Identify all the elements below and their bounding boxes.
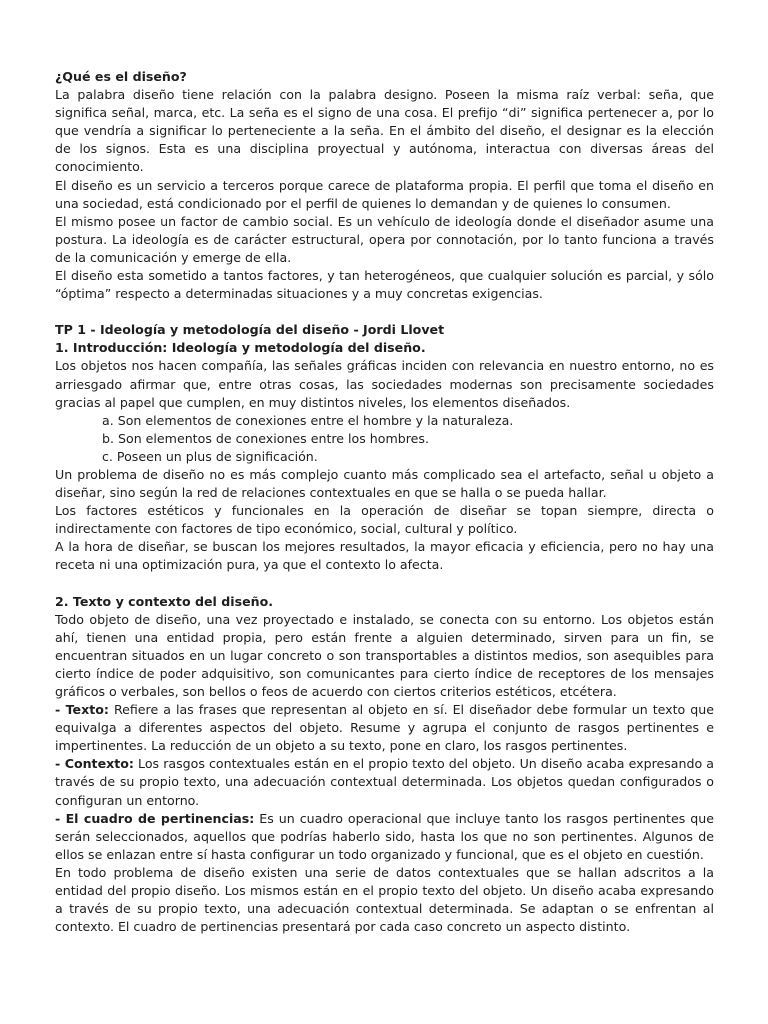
spacer	[55, 303, 714, 321]
paragraph: Los objetos nos hacen compañía, las señales gráficas inciden con relevancia en nuestro entorno, no es arriesgado afirmar que, entre otras cosas, las sociedades modernas son precisamente sociedades gracias al papel que cumplen, en muy distintos niveles, los elementos diseñados.	[55, 358, 714, 410]
list-item: c. Poseen un plus de significación.	[102, 448, 318, 464]
definition-body: Es un cuadro operacional que incluye tanto los rasgos pertinentes que serán seleccionados, aquellos que podrías haberlo sido, hasta los que no son pertinentes. Algunos de ellos se enlazan entre sí hasta configurar un todo organizado y funcional, que es el objeto en cuestión.	[55, 810, 714, 862]
definition-body: Los rasgos contextuales están en el propio texto del objeto. Un diseño acaba expresando a través de su propio texto, una adecuación contextual determinada. Los objetos quedan configurados o configuran un entorno.	[55, 756, 714, 808]
paragraph: El diseño esta sometido a tantos factores, y tan heterogéneos, que cualquier solución es parcial, y sólo “óptima” respecto a determinadas situaciones y a muy concretas exigencias.	[55, 268, 714, 302]
section-heading-introduccion: 1. Introducción: Ideología y metodología del diseño.	[55, 340, 426, 356]
definition-body: Refiere a las frases que representan al objeto en sí. El diseñador debe formular un texto que equivalga a diferentes aspectos del objeto. Resume y agrupa el conjunto de rasgos pertinentes e impertinentes. La reducción de un objeto a su texto, pone en claro, los rasgos pertinentes.	[55, 702, 715, 754]
term-cuadro-de-pertinencias: - El cuadro de pertinencias:	[55, 810, 255, 826]
tp1-title: TP 1 - Ideología y metodología del diseño - Jordi Llovet	[55, 322, 445, 338]
document-page	[55, 68, 714, 936]
paragraph: En todo problema de diseño existen una serie de datos contextuales que se hallan adscritos a la entidad del propio diseño. Los mismos están en el propio texto del objeto. Un diseño acaba expresando a través de su propio texto, una adecuación contextual determinada. Se adaptan o se enfrentan al contexto. El cuadro de pertinencias presentará por cada caso concreto un aspecto distinto.	[55, 864, 714, 935]
definition-cuadro-de-pertinencias	[55, 810, 714, 864]
section-heading-texto-y-contexto: 2. Texto y contexto del diseño.	[55, 593, 274, 609]
paragraph: El mismo posee un factor de cambio social. Es un vehículo de ideología donde el diseñador asume una postura. La ideología es de carácter estructural, opera por connotación, por lo tanto funciona a través de la comunicación y emerge de ella.	[55, 213, 714, 265]
section-heading-que-es-el-diseno: ¿Qué es el diseño?	[55, 69, 187, 84]
definition-texto	[55, 701, 714, 755]
paragraph: La palabra diseño tiene relación con la palabra designo. Poseen la misma raíz verbal: seña, que significa señal, marca, etc. La seña es el signo de una cosa. El prefijo “di” significa pertenecer a, por lo que vendría a significar lo perteneciente a la seña. En el ámbito del diseño, el designar es la elección de los signos. Esta es una disciplina proyectual y autónoma, interactua con diversas áreas del conocimiento.	[55, 87, 714, 175]
list-item: a. Son elementos de conexiones entre el hombre y la naturaleza.	[102, 412, 514, 428]
paragraph: El diseño es un servicio a terceros porque carece de plataforma propia. El perfil que toma el diseño en una sociedad, está condicionado por el perfil de quienes lo demandan y de quienes lo consumen.	[55, 177, 714, 211]
paragraph: A la hora de diseñar, se buscan los mejores resultados, la mayor eficacia y eficiencia, pero no hay una receta ni una optimización pura, ya que el contexto lo afecta.	[55, 539, 714, 573]
paragraph: Un problema de diseño no es más complejo cuanto más complicado sea el artefacto, señal u objeto a diseñar, sino según la red de relaciones contextuales en que se halla o se pueda hallar.	[55, 466, 714, 501]
term-texto: - Texto:	[55, 702, 109, 718]
definition-contexto	[55, 755, 714, 809]
term-contexto: - Contexto:	[55, 756, 134, 772]
list-item: b. Son elementos de conexiones entre los hombres.	[102, 430, 429, 446]
paragraph: Los factores estéticos y funcionales en la operación de diseñar se topan siempre, directa o indirectamente con factores de tipo económico, social, cultural y político.	[55, 503, 714, 537]
paragraph: Todo objeto de diseño, una vez proyectado e instalado, se conecta con su entorno. Los objetos están ahí, tienen una entidad propia, pero están frente a alguien determinado, sirven para un fin, se encuentran situados en un lugar concreto o son transportables a distintos medios, son asequibles para cierto índice de poder adquisitivo, son comunicantes para cierto índice de receptores de los mensajes gráficos o verbales, son bellos o feos de acuerdo con ciertos criterios estéticos, etcétera.	[55, 611, 714, 699]
spacer	[55, 575, 714, 593]
